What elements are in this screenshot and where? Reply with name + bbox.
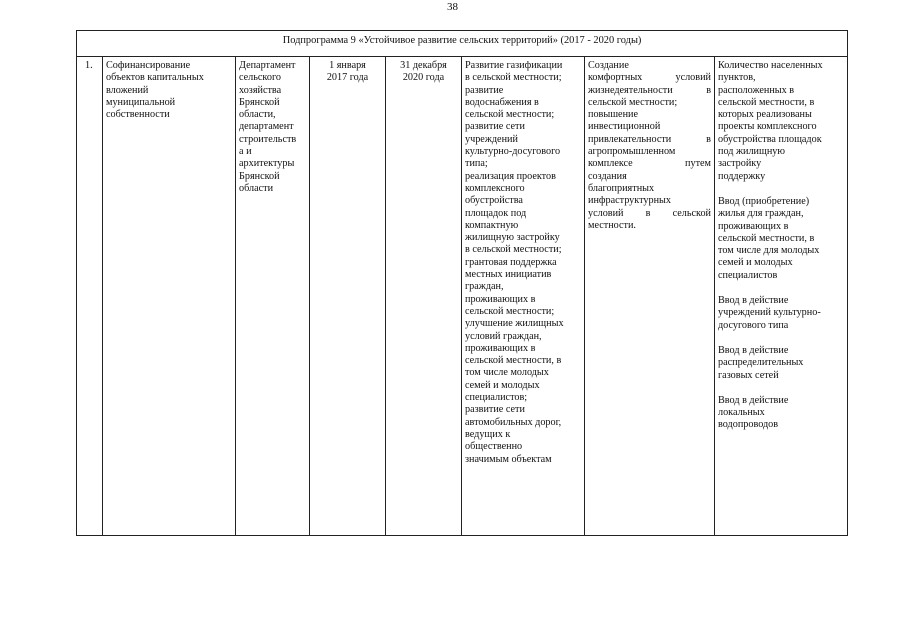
goal-line: условий в сельской [588, 207, 711, 219]
goal-line: привлекательности в [588, 133, 711, 145]
goal-line: жизнедеятельности в [588, 84, 711, 96]
start-date-cell: 1 января 2017 года [310, 57, 386, 536]
goal-line: повышение [588, 109, 638, 121]
goal-line: инвестиционной [588, 121, 661, 133]
indicator-item: Количество населенных пунктов, расположенных в сельской местности, в которых реализованы проекты комплексного обустройства площадок под жилищную застройку поддержку [718, 60, 823, 182]
goal-line: создания [588, 170, 627, 182]
goal-cell [585, 57, 715, 536]
indicator-item: Ввод в действие распределительных газовых сетей [718, 344, 804, 381]
goal-line: благоприятных [588, 182, 655, 194]
subprogram-title: Подпрограмма 9 «Устойчивое развитие сельских территорий» (2017 - 2020 годы) [77, 31, 848, 57]
executor-cell: Департамент сельского хозяйства Брянской области, департамент строительств а и архитектуры Брянской области [236, 57, 310, 536]
indicators-cell [715, 57, 848, 536]
end-date-cell: 31 декабря 2020 года [386, 57, 462, 536]
subprogram-header-row [77, 31, 848, 57]
table-row [77, 57, 848, 536]
goal-line: агропромышленном [588, 146, 676, 158]
goal-line: комплексе путем [588, 158, 711, 170]
indicator-item: Ввод (приобретение) жилья для граждан, проживающих в сельской местности, в том числе для молодых семей и молодых специалистов [718, 195, 820, 281]
program-table [76, 30, 848, 536]
goal-line: местности. [588, 219, 636, 231]
activities-cell: Развитие газификации в сельской местности; развитие водоснабжения в сельской местности; развитие сети учреждений культурно-досугового типа; реализация проектов комплексного обустройства площадок под компактную жилищную застройку в сельской местности; грантовая поддержка местных инициатив граждан, проживающих в сельской местности; улучшение жилищных условий граждан, проживающих в сельской местности, в том числе молодых семей и молодых специалистов; развитие сети автомобильных дорог, ведущих к общественно значимым объектам [462, 57, 585, 536]
indicator-item: Ввод в действие локальных водопроводов [718, 394, 789, 431]
goal-line: инфраструктурных [588, 195, 671, 207]
goal-line: комфортных условий [588, 72, 711, 84]
activity-name-cell: Софинансирование объектов капитальных вложений муниципальной собственности [103, 57, 236, 536]
page-number: 38 [447, 1, 458, 13]
goal-line: сельской местности; [588, 96, 678, 108]
goal-line: Создание [588, 60, 629, 71]
row-number: 1. [77, 57, 103, 536]
indicator-item: Ввод в действие учреждений культурно- досугового типа [718, 295, 821, 331]
